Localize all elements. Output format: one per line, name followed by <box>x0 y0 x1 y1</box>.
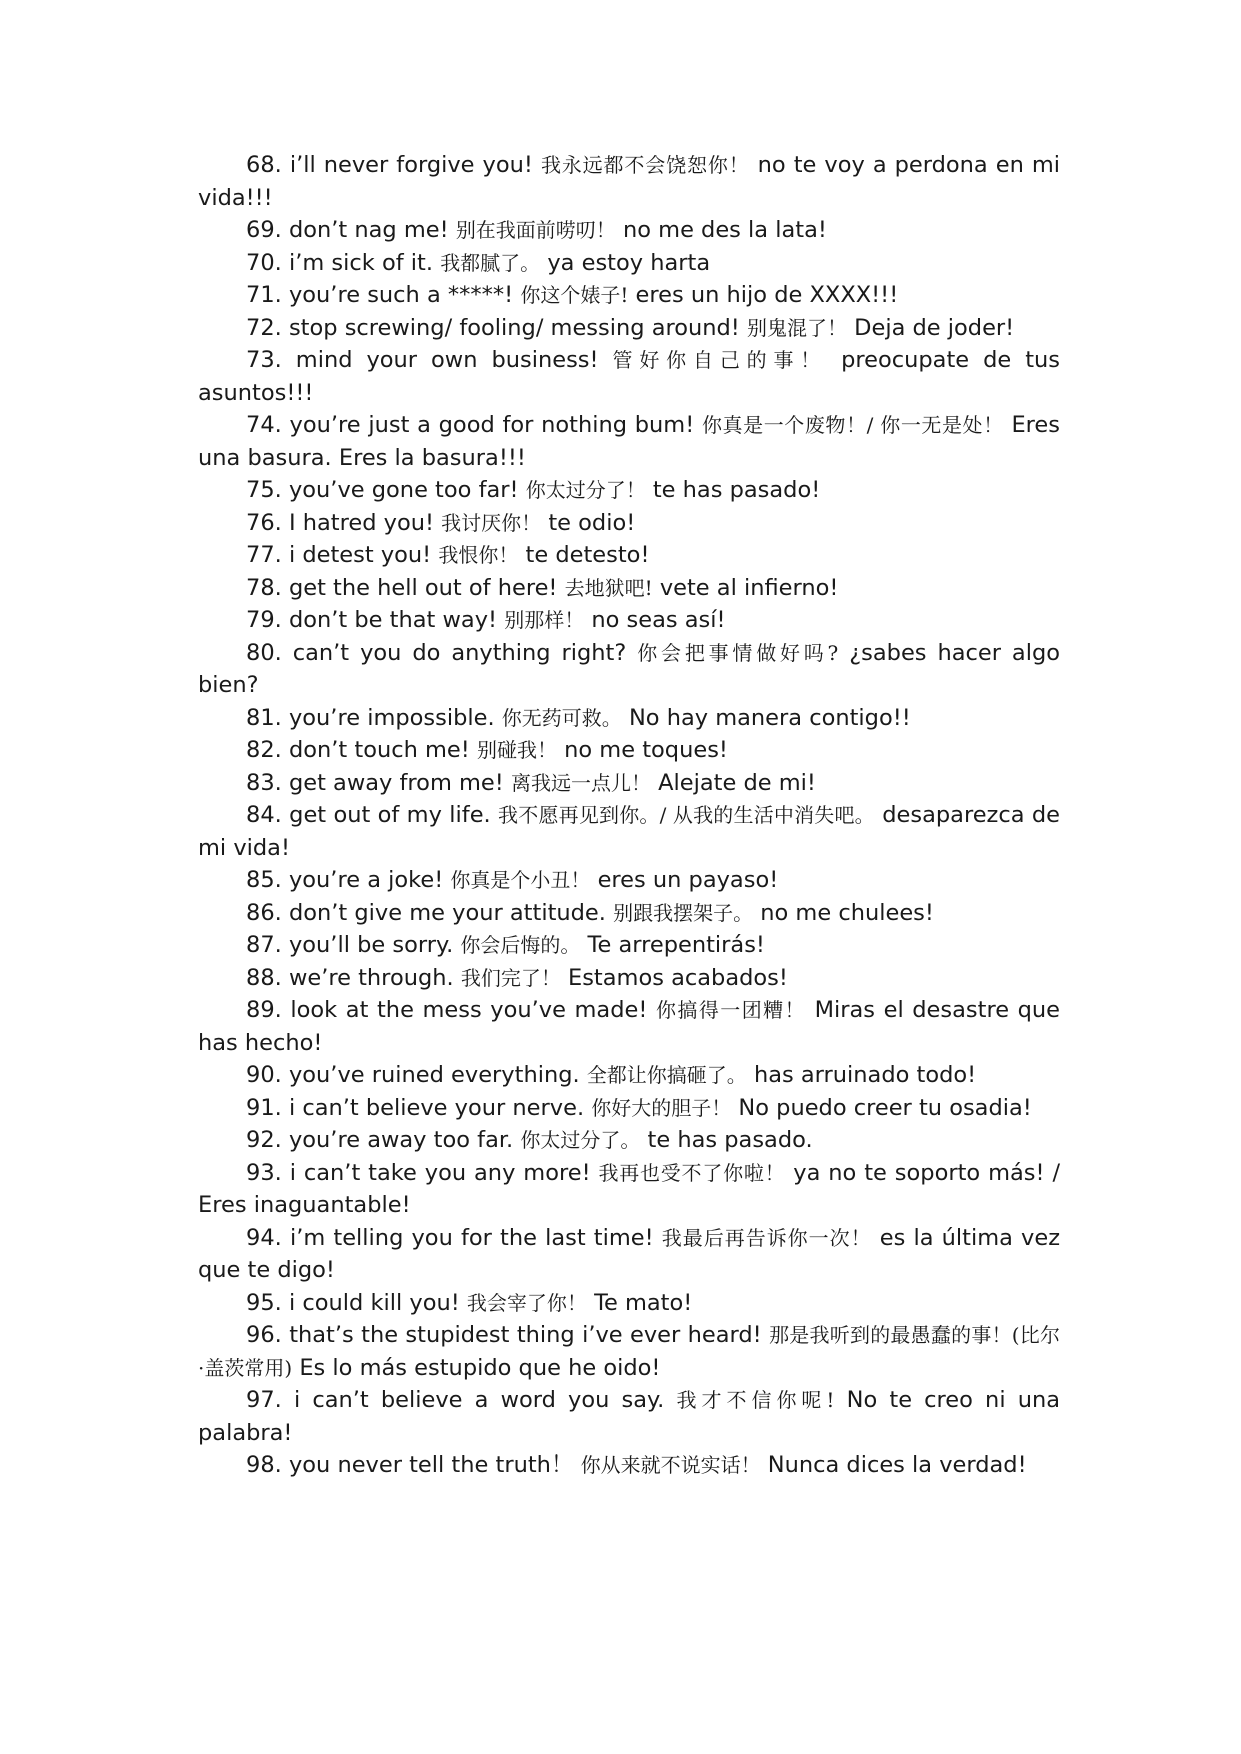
entry-number: 90. <box>246 1062 282 1088</box>
english-phrase: mind your own business! <box>295 347 599 373</box>
entry-number: 85. <box>246 867 282 893</box>
entry-number: 94. <box>246 1224 282 1251</box>
chinese-phrase: 离我远一点儿！ <box>510 770 651 795</box>
phrase-entry <box>198 279 1060 312</box>
entry-number: 84. <box>246 802 282 828</box>
spanish-phrase: No hay manera contigo!! <box>628 704 911 731</box>
spanish-phrase: Miras el desastre que has hecho! <box>198 997 1061 1056</box>
english-phrase: you’ll be sorry. <box>288 932 454 958</box>
phrase-entry <box>198 507 1060 540</box>
spanish-phrase: Alejate de mi! <box>658 769 816 796</box>
phrase-entry <box>198 767 1060 800</box>
english-phrase: don’t be that way! <box>288 607 498 633</box>
spanish-phrase: vete al infierno! <box>659 574 839 601</box>
spanish-phrase: eres un hijo de XXXX!!! <box>635 282 899 308</box>
chinese-phrase: 你真是个小丑！ <box>450 868 591 892</box>
english-phrase: you’ve ruined everything. <box>288 1062 580 1088</box>
entry-number: 83. <box>246 769 282 796</box>
phrase-entry <box>198 344 1060 409</box>
phrase-entry <box>198 897 1060 930</box>
english-phrase: i detest you! <box>288 542 432 568</box>
entry-number: 89. <box>246 997 282 1023</box>
spanish-phrase: no me des la lata! <box>622 217 827 243</box>
phrase-entry <box>198 474 1060 507</box>
phrase-entry <box>198 929 1060 962</box>
spanish-phrase: ya estoy harta <box>547 249 711 276</box>
chinese-phrase: 你太过分了！ <box>525 478 646 502</box>
english-phrase: that’s the stupidest thing i’ve ever heard! <box>289 1322 762 1348</box>
english-phrase: we’re through. <box>288 964 454 991</box>
entry-number: 77. <box>246 542 282 568</box>
spanish-phrase: eres un payaso! <box>597 867 779 893</box>
phrase-entry <box>198 1124 1060 1157</box>
phrase-entry <box>198 864 1060 897</box>
phrase-entry <box>198 149 1060 214</box>
entry-number: 93. <box>246 1159 282 1186</box>
phrase-entry <box>198 247 1060 280</box>
entry-number: 88. <box>246 964 282 991</box>
chinese-phrase: 你这个婊子! <box>520 283 629 307</box>
spanish-phrase: te has pasado! <box>652 477 821 503</box>
english-phrase: i’ll never forgive you! <box>289 152 533 178</box>
entry-number: 72. <box>246 314 282 341</box>
chinese-phrase: 管好你自己的事！ <box>612 348 828 372</box>
chinese-phrase: 我最后再告诉你一次！ <box>661 1225 872 1250</box>
chinese-phrase: 我们完了！ <box>460 965 561 990</box>
spanish-phrase: No te creo ni una palabra! <box>198 1387 1061 1446</box>
entry-number: 80. <box>246 639 282 666</box>
entry-number: 68. <box>246 152 282 178</box>
english-phrase: i can’t believe a word you say. <box>293 1387 665 1413</box>
spanish-phrase: no te voy a perdona en mi vida!!! <box>198 152 1061 211</box>
phrase-entry <box>198 1449 1060 1482</box>
chinese-phrase: 全都让你搞砸了。 <box>586 1063 747 1087</box>
phrase-entry <box>198 1222 1060 1287</box>
entry-number: 86. <box>246 899 282 926</box>
phrase-entry <box>198 1157 1060 1222</box>
english-phrase: you’re such a *****! <box>288 282 514 308</box>
phrase-entry <box>198 1287 1060 1320</box>
spanish-phrase: desaparezca de mi vida! <box>198 802 1060 861</box>
entry-number: 69. <box>246 217 282 243</box>
phrase-entry <box>198 637 1060 702</box>
entry-number: 73. <box>246 347 282 373</box>
spanish-phrase: Nunca dices la verdad! <box>767 1452 1027 1478</box>
chinese-phrase: 我永远都不会饶恕你！ <box>540 153 750 177</box>
chinese-phrase: 别鬼混了！ <box>747 315 847 340</box>
spanish-phrase: Es lo más estupido que he oido! <box>299 1354 661 1381</box>
entry-number: 97. <box>246 1387 282 1413</box>
entry-number: 81. <box>246 704 282 731</box>
entry-number: 71. <box>246 282 282 308</box>
spanish-phrase: Eres una basura. Eres la basura!!! <box>198 412 1060 471</box>
english-phrase: can’t you do anything right? <box>292 639 627 666</box>
chinese-phrase: 别在我面前唠叨！ <box>455 218 616 242</box>
english-phrase: you’re just a good for nothing bum! <box>289 412 695 438</box>
chinese-phrase: 我才不信你呢! <box>676 1388 835 1412</box>
english-phrase: get away from me! <box>288 769 504 796</box>
phrase-entry <box>198 1092 1060 1125</box>
english-phrase: don’t give me your attitude. <box>288 899 606 926</box>
spanish-phrase: te has pasado. <box>647 1127 813 1153</box>
entry-number: 98. <box>246 1452 282 1478</box>
chinese-phrase: 你搞得一团糟！ <box>655 998 806 1022</box>
entry-number: 96. <box>246 1322 282 1348</box>
phrase-entry <box>198 1319 1060 1384</box>
phrase-entry <box>198 572 1060 605</box>
chinese-phrase: 你会后悔的。 <box>460 933 581 957</box>
spanish-phrase: te odio! <box>548 509 636 536</box>
spanish-phrase: no me toques! <box>564 737 728 763</box>
entry-number: 74. <box>246 412 282 438</box>
phrase-entry <box>198 1384 1060 1449</box>
chinese-phrase: 我再也受不了你啦！ <box>598 1160 786 1185</box>
chinese-phrase: 我会宰了你！ <box>466 1290 587 1315</box>
spanish-phrase: no seas así! <box>591 607 726 633</box>
english-phrase: i can’t believe your nerve. <box>288 1094 585 1121</box>
phrase-list <box>198 149 1060 1482</box>
english-phrase: you’re away too far. <box>288 1127 514 1153</box>
chinese-phrase: 别碰我！ <box>476 738 557 762</box>
spanish-phrase: Te arrepentirás! <box>587 932 765 958</box>
phrase-entry <box>198 994 1060 1059</box>
entry-number: 70. <box>246 249 282 276</box>
chinese-phrase: 我不愿再见到你。/ 从我的生活中消失吧。 <box>498 803 875 827</box>
chinese-phrase: 我讨厌你！ <box>441 510 542 535</box>
chinese-phrase: 别跟我摆架子。 <box>613 900 754 925</box>
phrase-entry <box>198 409 1060 474</box>
english-phrase: I hatred you! <box>288 509 435 536</box>
entry-number: 95. <box>246 1289 282 1316</box>
entry-number: 92. <box>246 1127 282 1153</box>
phrase-entry <box>198 312 1060 345</box>
english-phrase: you’re impossible. <box>288 704 495 731</box>
spanish-phrase: es la última vez que te digo! <box>198 1224 1061 1283</box>
chinese-phrase: 你好大的胆子！ <box>591 1095 732 1120</box>
spanish-phrase: preocupate de tus asuntos!!! <box>198 347 1061 406</box>
english-phrase: i’m sick of it. <box>288 249 434 276</box>
entry-number: 75. <box>246 477 282 503</box>
english-phrase: stop screwing/ fooling/ messing around! <box>288 314 740 341</box>
spanish-phrase: has arruinado todo! <box>753 1062 977 1088</box>
english-phrase: get out of my life. <box>289 802 491 828</box>
phrase-entry <box>198 799 1060 864</box>
english-phrase: i’m telling you for the last time! <box>289 1224 654 1251</box>
spanish-phrase: te detesto! <box>525 542 650 568</box>
english-phrase: don’t nag me! <box>288 217 449 243</box>
entry-number: 91. <box>246 1094 282 1121</box>
spanish-phrase: Estamos acabados! <box>567 964 788 991</box>
phrase-entry <box>198 734 1060 767</box>
entry-number: 78. <box>246 574 282 601</box>
entry-number: 87. <box>246 932 282 958</box>
chinese-phrase: 你会把事情做好吗? <box>637 640 839 665</box>
phrase-entry <box>198 539 1060 572</box>
spanish-phrase: ya no te soporto más! / Eres inaguantable! <box>198 1159 1061 1218</box>
phrase-entry <box>198 962 1060 995</box>
spanish-phrase: Deja de joder! <box>854 314 1015 341</box>
chinese-phrase: 去地狱吧! <box>564 575 653 600</box>
spanish-phrase: Te mato! <box>594 1289 693 1316</box>
chinese-phrase: 别那样！ <box>504 608 585 632</box>
chinese-phrase: 我恨你！ <box>438 543 519 567</box>
spanish-phrase: ¿sabes hacer algo bien? <box>198 639 1060 698</box>
english-phrase: get the hell out of here! <box>288 574 558 601</box>
phrase-entry <box>198 702 1060 735</box>
phrase-entry <box>198 604 1060 637</box>
chinese-phrase: 你太过分了。 <box>520 1128 641 1152</box>
chinese-phrase: 我都腻了。 <box>440 250 541 275</box>
english-phrase: don’t touch me! <box>288 737 470 763</box>
english-phrase: look at the mess you’ve made! <box>290 997 648 1023</box>
entry-number: 76. <box>246 509 282 536</box>
english-phrase: i can’t take you any more! <box>289 1159 591 1186</box>
english-phrase: i could kill you! <box>288 1289 460 1316</box>
spanish-phrase: no me chulees! <box>760 899 934 926</box>
phrase-entry <box>198 214 1060 247</box>
phrase-entry <box>198 1059 1060 1092</box>
chinese-phrase: 你无药可救。 <box>501 705 622 730</box>
chinese-phrase: 那是我听到的最愚蠢的事！(比尔·盖茨常用) <box>198 1323 1061 1380</box>
english-phrase: you’re a joke! <box>288 867 444 893</box>
english-phrase: you never tell the truth！ <box>288 1452 574 1478</box>
chinese-phrase: 你从来就不说实话！ <box>580 1453 761 1477</box>
english-phrase: you’ve gone too far! <box>288 477 519 503</box>
chinese-phrase: 你真是一个废物！/ 你一无是处！ <box>701 413 1004 437</box>
entry-number: 79. <box>246 607 282 633</box>
entry-number: 82. <box>246 737 282 763</box>
spanish-phrase: No puedo creer tu osadia! <box>738 1094 1032 1121</box>
